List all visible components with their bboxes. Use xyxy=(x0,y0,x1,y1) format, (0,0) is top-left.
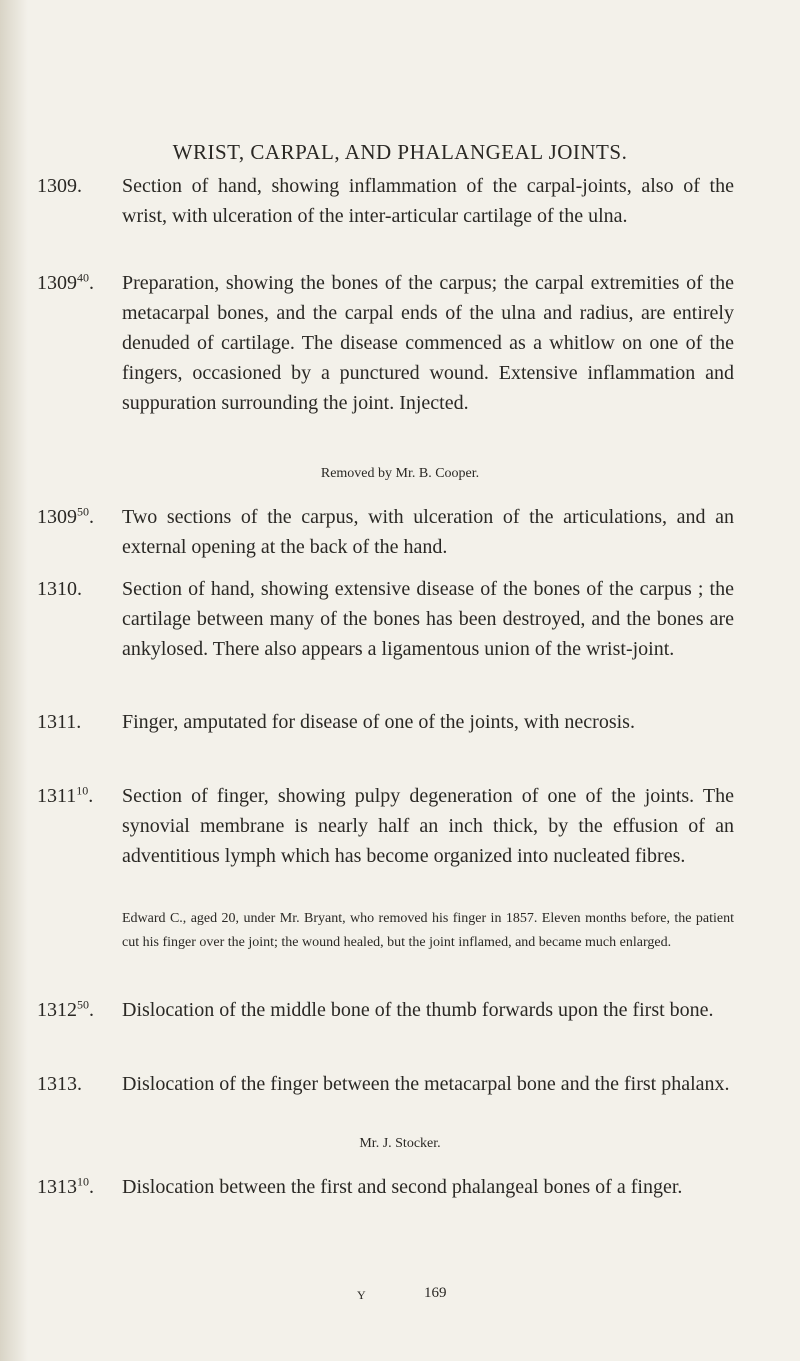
entry-number: 1313. xyxy=(37,1073,82,1095)
entry-text: Dislocation between the first and second phalangeal bones of a finger. xyxy=(122,1176,683,1198)
entry-text: Preparation, showing the bones of the carpus; the carpal extremities of the metacarpal bones, and the carpal ends of the ulna and radius, are entirely denuded of cartilage. The disease commenced as a whitlow on one of the fingers, occasioned by a punctured wound. Extensive inflammation and suppuration surrounding the joint. Injected. xyxy=(122,272,734,414)
page-number: 169 xyxy=(424,1285,447,1301)
entry-text: Section of hand, showing extensive disease of the bones of the carpus ; the cartilage between many of the bones has been destroyed, and the bones are ankylosed. There also appears a ligamentous union of the wrist-joint. xyxy=(122,578,734,660)
entry-number: 1309. xyxy=(37,175,82,197)
attribution-note: Mr. J. Stocker. xyxy=(359,1136,441,1151)
case-note: Edward C., aged 20, under Mr. Bryant, who removed his finger in 1857. Eleven months before, the patient cut his finger over the joint; the wound healed, but the joint inflamed, and became much enlarged. xyxy=(122,911,734,950)
entry-number: 1309$^{40}$. xyxy=(37,270,94,294)
entry-number: 1311$^{10}$. xyxy=(37,783,94,807)
page-edge-shadow xyxy=(0,0,28,1361)
removed-by-note: Removed by Mr. B. Cooper. xyxy=(320,466,480,481)
entry-number: 1312$^{50}$. xyxy=(37,997,94,1021)
entry-text: Dislocation of the finger between the metacarpal bone and the first phalanx. xyxy=(122,1073,730,1095)
entry-number: 1313$^{10}$. xyxy=(37,1174,94,1198)
entry-text: Finger, amputated for disease of one of the joints, with necrosis. xyxy=(122,711,635,733)
entry-text: Two sections of the carpus, with ulceration of the articulations, and an external opening at the back of the hand. xyxy=(122,506,734,558)
entry-number: 1309$^{50}$. xyxy=(37,504,94,528)
entry-text: Section of hand, showing inflammation of the carpal-joints, also of the wrist, with ulceration of the inter-articular cartilage of the ulna. xyxy=(122,175,734,227)
entry-text: Dislocation of the middle bone of the thumb forwards upon the first bone. xyxy=(122,999,714,1021)
entry-number: 1310. xyxy=(37,578,82,600)
entry-number: 1311. xyxy=(37,711,82,733)
signature-mark: Y xyxy=(357,1288,366,1302)
entry-text: Section of finger, showing pulpy degeneration of one of the joints. The synovial membrane is nearly half an inch thick, by the effusion of an adventitious lymph which has become organized into nucleated fibres. xyxy=(122,785,734,867)
page-header: WRIST, CARPAL, AND PHALANGEAL JOINTS. xyxy=(172,140,628,164)
